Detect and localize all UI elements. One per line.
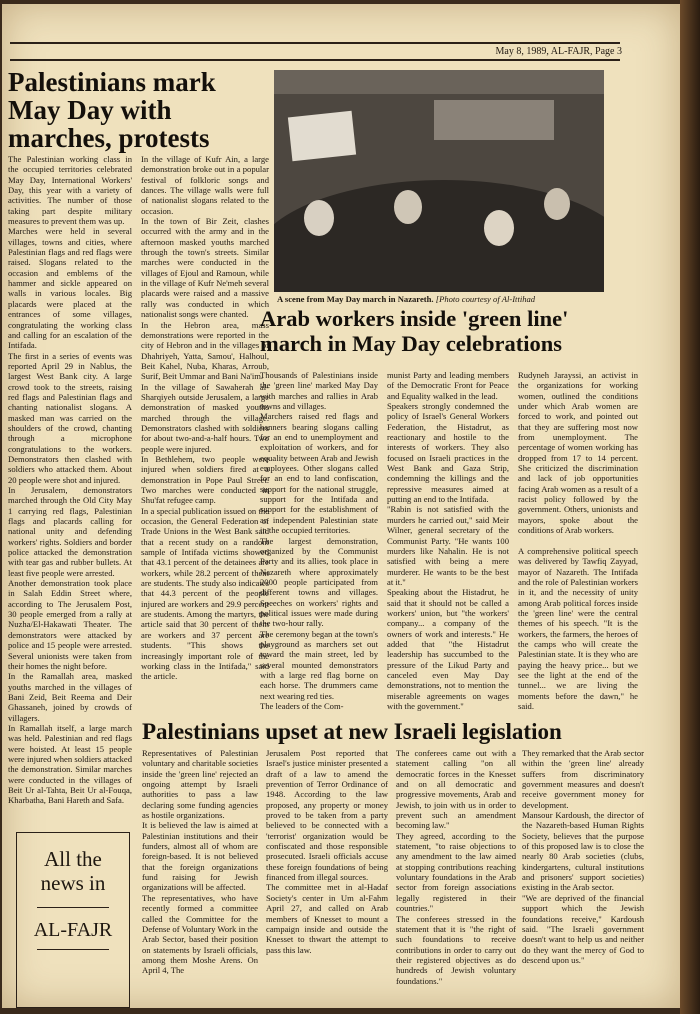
article2-column-2: munist Party and leading members of the Democratic Front for Peace and Equality walked in the lead. Speakers strongly condemned the policy of Israel's General Workers Federation, the Histadrut, as reactionary and hostile to the interests of workers. They also focused on Israeli practices in the West Bank and Gaza Strip, condemning the killings and the repressive measures aimed at putting an end to the Intifada. "Rabin is not satisfied with the murders he carried out," said Meir Wilner, general secretary of the Communist Party. "He wants 100 murders like Nahalin. He is not satisfied with being a mere murderer. He wants to be the best at it." Speaking about the Histadrut, he said that it should not be called a workers' union, but "the workers' company... a company of the owners of work and interests." He added that "the Histadrut leadership has succumbed to the pressure of the Likud Party and canceled even May Day demonstrations, not to mention the miserable agreements on wages with the government." (387, 370, 509, 711)
headline-israeli-legislation: Palestinians upset at new Israeli legislation (142, 719, 562, 744)
photo-credit: [Photo courtesy of Al-Ittihad (435, 294, 536, 304)
header-rule (10, 59, 620, 61)
newspaper-page (2, 4, 680, 1008)
page-folio: May 8, 1989, AL-FAJR, Page 3 (495, 46, 622, 57)
caption-text: A scene from May Day march in Nazareth. (277, 294, 434, 304)
article1-column-2: In the village of Kufr Ain, a large demonstration broke out in a popular festival of folkloric songs and dances. The village walls were full of nationalist slogans related to the occasion. In the town of Bir Zeit, clashes occurred with the army and in the afternoon masked youths marched through the town's streets. Similar marches were conducted in the villages of Ejoul and Ramoun, while in the village of Kufr Ne'meh several placards were raised and a massive rally was conducted in which nationalist songs were chanted. In the Hebron area, mass demonstrations were reported in the city of Hebron and in the villages of Dhahriyeh, Yatta, Samou', Halhoul, Beit Kahel, Nuba, Kharas, Arroub, Surif, Beit Ummar and Bani Na'im. In the village of Sawaherah al-Sharqiyeh outside Jerusalem, a large demonstration of masked youths marched through the village. Demonstrators clashed with soldiers for about two-and-a-half hours. Two people were injured. In Bethlehem, two people were injured when soldiers fired at a demonstration in Pope Paul Street. Two marches were conducted in Shu'fat refugee camp. In a special publication issued on the occasion, the General Federation of Trade Unions in the West Bank said that a recent study on a random sample of Intifada victims showed that 43.1 percent of the detainees are workers, while 28.2 percent of them are students. The study also indicates that 44.3 percent of the people injured are workers and 29.9 percent are students. Among the martyrs, the article said that 30 percent of them are workers and 37 percent are students. "This shows the increasingly important role of the working class in the Intifada," said the article. (141, 154, 269, 682)
promo-text: All the news in (40, 847, 106, 895)
promo-rule-bottom (37, 949, 109, 950)
promo-masthead: AL-FAJR (33, 919, 113, 941)
article2-column-1: Thousands of Palestinians inside the 'green line' marked May Day with marches and rallies in Arab towns and villages. Marchers raised red flags and banners bearing slogans calling for an end to unemployment and exploitation of workers, and for equality between Arab and Jewish employees. Other slogans called for an end to land confiscation, support for the national struggle, support for the Intifada and support for the establishment of an independent Palestinian state in the occupied territories. The largest demonstration, organized by the Communist Party and its allies, took place in Nazareth where approximately 2000 people participated from different towns and villages. Speeches on workers' rights and political issues were made during the two-hour rally. The ceremony began at the town's playground as marchers set out toward the main street, led by several mounted demonstrators with a large red flag borne on each horse. The drummers came next wearing red ties. The leaders of the Com- (260, 370, 378, 711)
article3-column-2: Jerusalem Post reported that Israel's justice minister presented a draft of a law to amend the prevention of Terror Ordinance of 1948. According to the law proposed, any property or money proved to be taken from a party believed to be connected with a 'terrorist' organization would be confiscated and those responsible prosecuted. Israeli officials accuse these foreign foundations of being financed from illegal sources. The committee met in al-Hadaf Society's center in Um al-Fahm April 27, and called on Arab members of Knesset to mount a campaign inside and outside the Knesset to thwart the attempt to pass this law. (266, 748, 388, 955)
article3-column-1: Representatives of Palestinian voluntary and charitable societies inside the 'green line' rejected an ongoing attempt by Israeli authorities to pass a law declaring some funding agencies as hostile organizations. It is believed the law is aimed at Palestinian institutions and their funders, almost all of whom are foreign-based. It is not believed that the foreign organizations fund raising for Jewish organizations will be affected. The representatives, who have recently formed a committee called the Committee for the Defense of Voluntary Work in the Arab Sector, based their position on statements by Israeli officials, among them Moshe Arens. On April 4, The (142, 748, 258, 976)
top-rule (10, 42, 620, 44)
headline-may-day-marches: Palestinians mark May Day with marches, protests (8, 67, 216, 153)
promo-box (16, 832, 130, 1008)
may-day-march-photo (274, 70, 604, 292)
page-edge (680, 0, 700, 1014)
promo-rule-top (37, 907, 109, 908)
article3-column-3: The conferees came out with a statement calling "on all democratic forces in the Knesset and on all democratic and progressive movements, Arab and Jewish, to join with us in order to prevent such an amendment becoming law." They agreed, according to the statement, "to raise objections to any amendment to the law aimed at stopping contributions reaching voluntary foundations in the Arab sector from foreign associations legally registered in their countries." The conferees stressed in the statement that it is "the right of such foundations to receive contributions in order to carry out their registered objectives as do hundreds of Jewish voluntary foundations." (396, 748, 516, 986)
article3-column-4: They remarked that the Arab sector within the 'green line' already suffers from discriminatory government measures and doesn't receive government money for development. Mansour Kardoush, the director of the Nazareth-based Human Rights Society, believes that the purpose of this proposed law is to close the nearly 80 Arab societies (clubs, kindergartens, cultural institutions and prisoners' support societies) existing in the Arab sector. "We are deprived of the financial support which the Jewish foundations receive," Kardoush said. "The Israeli government doesn't want to help us and neither do they want the mercy of God to descend upon us." (522, 748, 644, 965)
headline-arab-workers: Arab workers inside 'green line' march in May Day celebrations (260, 306, 569, 356)
photo-caption (277, 294, 607, 304)
article1-column-1: The Palestinian working class in the occupied territories celebrated May Day, International Workers' Day, this year with a variety of activities. The number of those taking part despite military measures to prevent them was up. Marches were held in several villages, towns and cities, where Palestinian flags and red flags were raised. Slogans related to the occasion and emblems of the hammer and sickle appeared on walls in various locales. Big placards were placed at the entrances of some villages, congratulating the working class and calling for an escalation of the Intifada. The first in a series of events was reported April 29 in Nablus, the largest West Bank city. A large crowd took to the streets, raising red flags and Palestinian flags and chanting nationalist slogans. A masked man was carried on the shoulders of the crowd, chanting through a microphone congratulations to the workers. Demonstrators then clashed with soldiers who attacked them. About 20 people were shot and injured. In Jerusalem, demonstrators marched through the Old City May 1 carrying red flags, Palestinian flags and placards calling for national unity and defending workers' rights. Soldiers and border police attacked the demonstration with tear gas and rubber bullets. At least five people were arrested. Another demonstration took place in Salah Eddin Street where, according to The Jerusalem Post, 30 people emerged from a rally at Nuzha/El-Hakawati Theater. The demonstrators were attacked by police and 15 people were arrested. Several unionists were taken from their homes the night before. In the Ramallah area, masked youths marched in the villages of Bani Zeid, Beit Reema and Deir Ghassaneh, joined by crowds of villagers. In Ramallah itself, a large march was held. Palestinian and red flags were hoisted. At least 15 people were injured when soldiers attacked the demonstration. Similar marches were conducted in the villages of Beit Ur al-Tahta, Beit Ur al-Fouqa, Kharbatha, Bani Hareth and Safa. (8, 154, 132, 806)
article2-column-3: Rudyneh Jarayssi, an activist in the organizations for working women, outlined the conditions under which Arab women are forced to work, and pointed out that they are suffering most now from unemployment. The percentage of women working has dropped from 17 to 14 percent. She criticized the discrimination and lack of job opportunities facing Arab women as a result of a racist policy followed by the government. Others, unionists and mayors, spoke about the conditions of Arab workers. A comprehensive political speech was delivered by Tawfiq Zayyad, mayor of Nazareth. The Intifada and the role of Palestinian workers in it, and the necessity of unity among Arab political forces inside the 'green line' were the central themes of his speech. "It is the workers, the farmers, the heroes of the camps who will create the Palestinian state. It is they who are paying the heavy price... but we see the light at the end of the tunnel... we are living the moments before the dawn," he said. (518, 370, 638, 711)
